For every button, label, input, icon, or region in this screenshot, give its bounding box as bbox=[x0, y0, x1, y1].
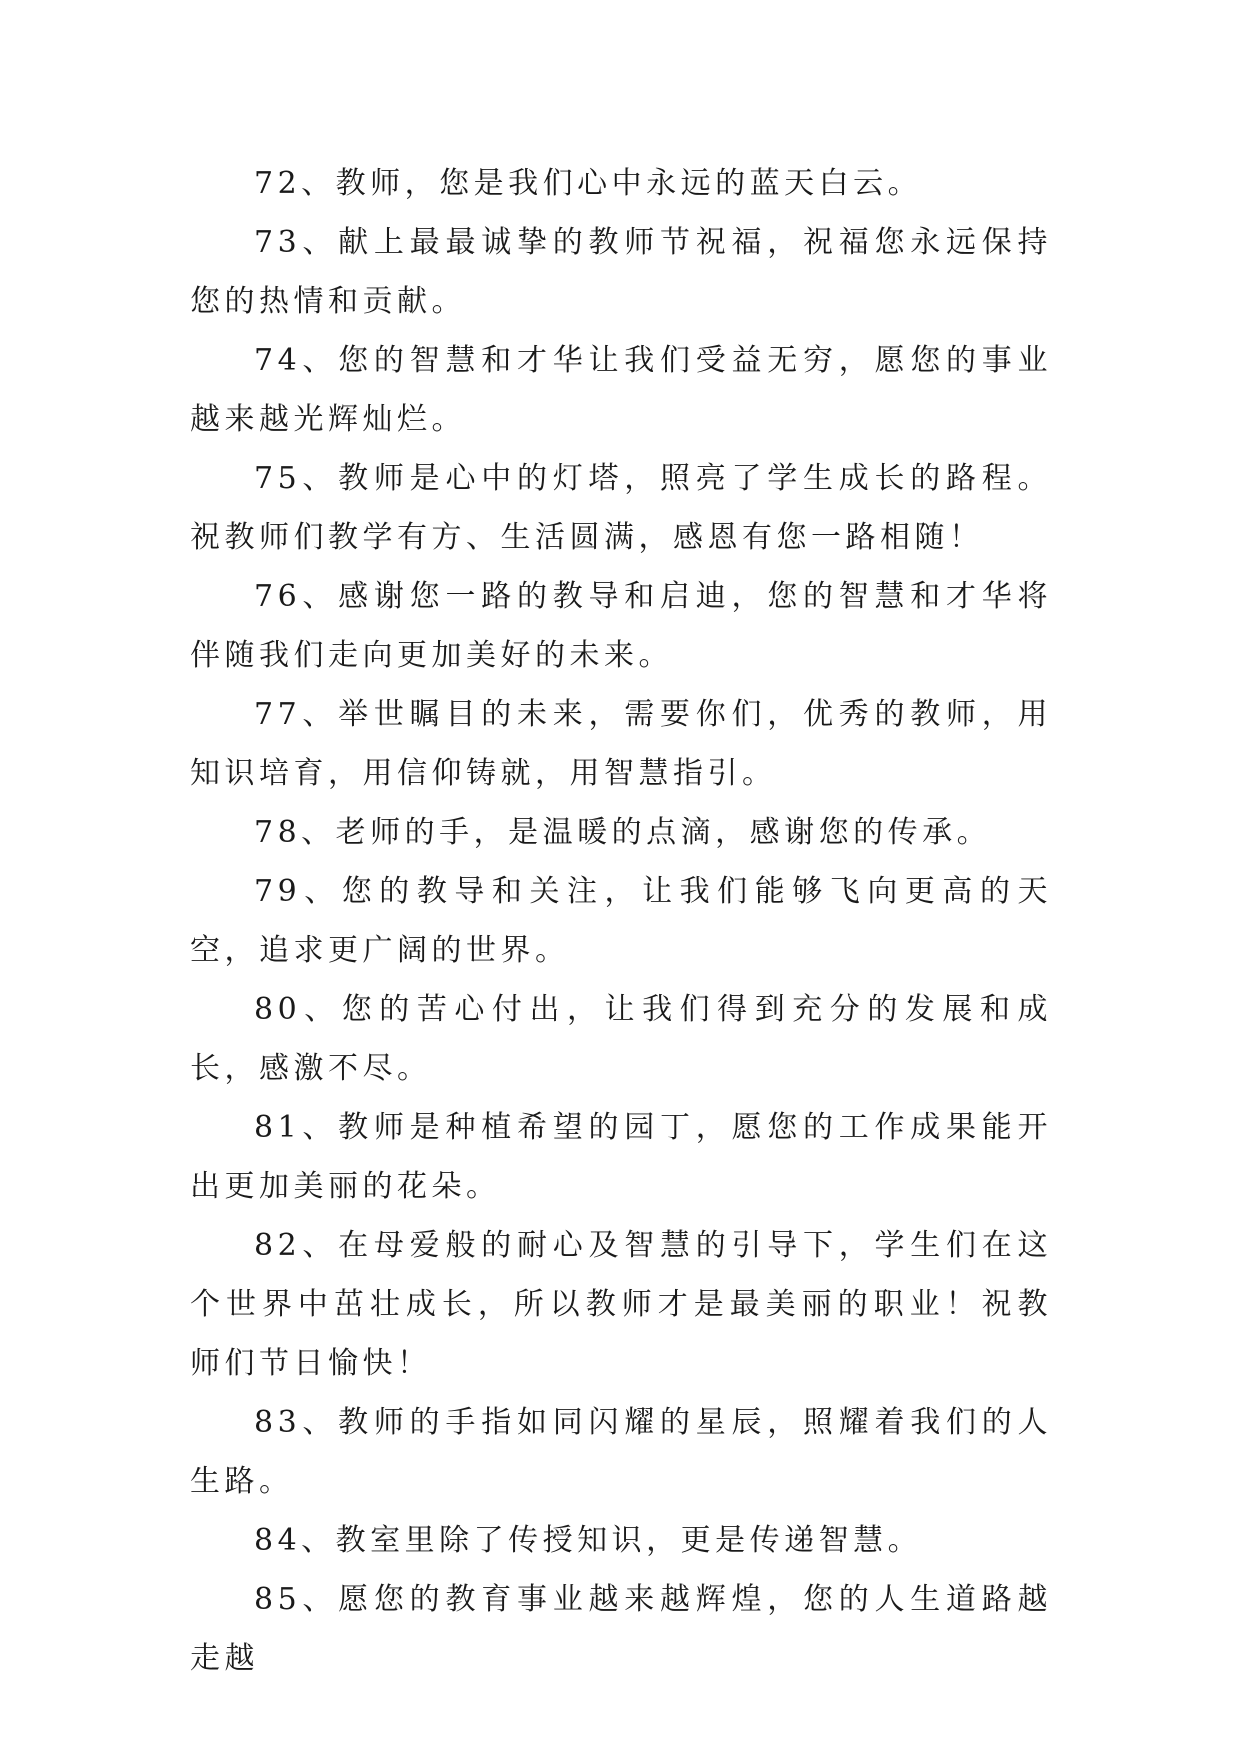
paragraph-79: 79、您的教导和关注，让我们能够飞向更高的天空，追求更广阔的世界。 bbox=[190, 874, 1052, 968]
paragraph-83: 83、教师的手指如同闪耀的星辰，照耀着我们的人生路。 bbox=[190, 1405, 1052, 1499]
paragraph-77: 77、举世瞩目的未来，需要你们，优秀的教师，用知识培育，用信仰铸就，用智慧指引。 bbox=[190, 697, 1052, 791]
paragraph-80: 80、您的苦心付出，让我们得到充分的发展和成长，感激不尽。 bbox=[190, 992, 1052, 1086]
paragraph-74: 74、您的智慧和才华让我们受益无穷，愿您的事业越来越光辉灿烂。 bbox=[190, 343, 1052, 437]
paragraph-81: 81、教师是种植希望的园丁，愿您的工作成果能开出更加美丽的花朵。 bbox=[190, 1110, 1052, 1204]
paragraph-78: 78、老师的手，是温暖的点滴，感谢您的传承。 bbox=[254, 815, 992, 850]
paragraph-84: 84、教室里除了传授知识，更是传递智慧。 bbox=[254, 1523, 923, 1558]
paragraph-75: 75、教师是心中的灯塔，照亮了学生成长的路程。祝教师们教学有方、生活圆满，感恩有您一路相随！ bbox=[190, 461, 1052, 555]
paragraph-72: 72、教师，您是我们心中永远的蓝天白云。 bbox=[254, 166, 923, 201]
paragraph-73: 73、献上最最诚挚的教师节祝福，祝福您永远保持您的热情和贡献。 bbox=[190, 225, 1052, 319]
document-body bbox=[190, 154, 1052, 1688]
paragraph-82: 82、在母爱般的耐心及智慧的引导下，学生们在这个世界中茁壮成长，所以教师才是最美丽的职业！祝教师们节日愉快！ bbox=[190, 1228, 1052, 1381]
paragraph-85: 85、愿您的教育事业越来越辉煌，您的人生道路越走越 bbox=[190, 1582, 1052, 1676]
paragraph-76: 76、感谢您一路的教导和启迪，您的智慧和才华将伴随我们走向更加美好的未来。 bbox=[190, 579, 1052, 673]
